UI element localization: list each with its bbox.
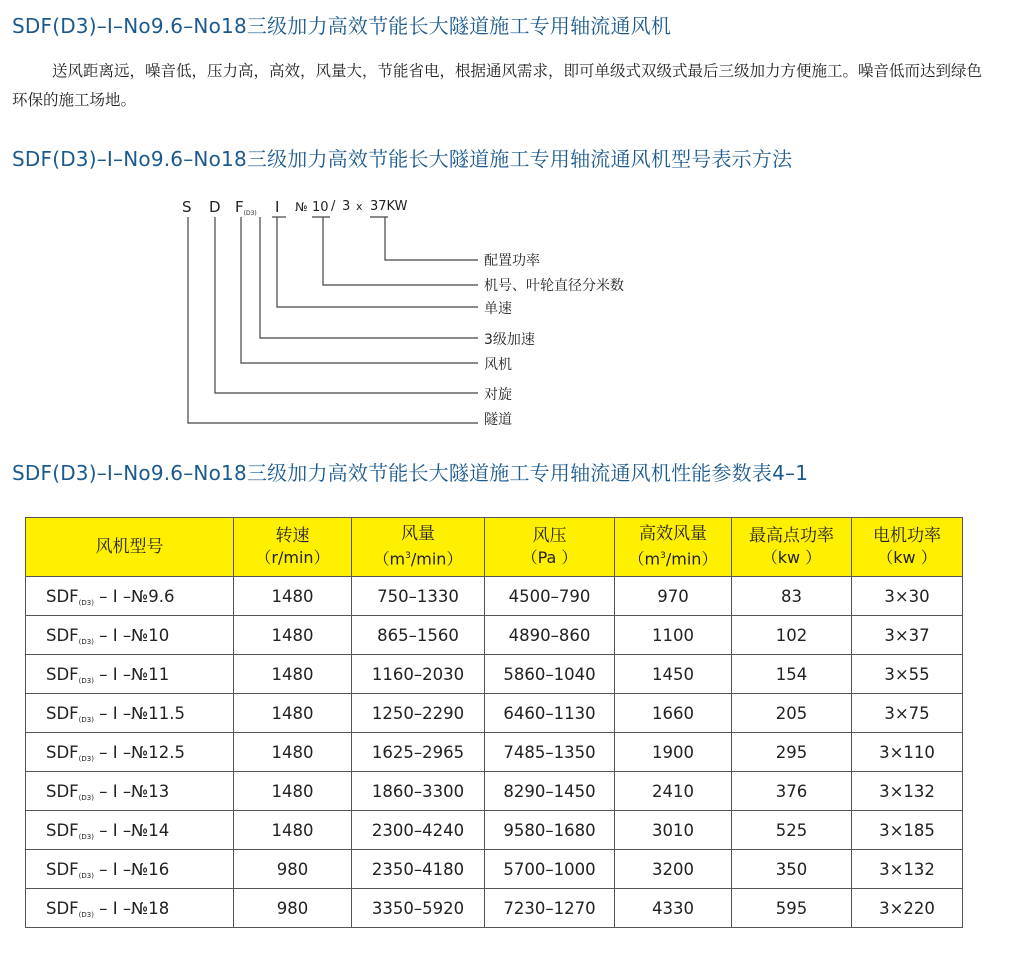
header-unit: （r/min） bbox=[255, 548, 330, 567]
table-row bbox=[26, 655, 963, 694]
line-power bbox=[385, 217, 478, 260]
code-no-sign: № bbox=[295, 200, 308, 214]
cell-eff-flow: 2410 bbox=[615, 772, 732, 811]
label-contra-rotating: 对旋 bbox=[484, 387, 512, 403]
cell-pressure: 9580–1680 bbox=[485, 811, 615, 850]
cell-pressure: 5700–1000 bbox=[485, 850, 615, 889]
cell-motor: 3×110 bbox=[852, 733, 963, 772]
cell-model bbox=[26, 577, 234, 616]
model-number: №11.5 bbox=[131, 703, 185, 723]
code-f bbox=[235, 198, 257, 216]
cell-eff-flow: 3200 bbox=[615, 850, 732, 889]
cell-motor: 3×55 bbox=[852, 655, 963, 694]
header-label: 风机型号 bbox=[95, 537, 164, 557]
cell-motor: 3×30 bbox=[852, 577, 963, 616]
cell-pressure: 5860–1040 bbox=[485, 655, 615, 694]
cell-peak-power: 350 bbox=[732, 850, 852, 889]
cell-flow: 750–1330 bbox=[352, 577, 485, 616]
model-sub: (D3) bbox=[78, 598, 94, 607]
cell-eff-flow: 3010 bbox=[615, 811, 732, 850]
model-number: №14 bbox=[131, 820, 170, 840]
unit-pre: （m bbox=[628, 549, 661, 569]
model-sub: (D3) bbox=[78, 754, 94, 763]
model-sub: (D3) bbox=[78, 832, 94, 841]
cell-peak-power: 525 bbox=[732, 811, 852, 850]
model-number: №10 bbox=[131, 625, 170, 645]
model-mid: – Ⅰ – bbox=[93, 703, 132, 723]
model-sub: (D3) bbox=[78, 871, 94, 880]
table-row bbox=[26, 616, 963, 655]
model-prefix: SDF bbox=[46, 703, 79, 723]
cell-pressure: 7485–1350 bbox=[485, 733, 615, 772]
cell-pressure: 6460–1130 bbox=[485, 694, 615, 733]
table-body bbox=[26, 577, 963, 928]
model-mid: – Ⅰ – bbox=[93, 664, 132, 684]
cell-peak-power: 102 bbox=[732, 616, 852, 655]
cell-eff-flow: 1100 bbox=[615, 616, 732, 655]
cell-flow: 1860–3300 bbox=[352, 772, 485, 811]
table-row bbox=[26, 811, 963, 850]
model-notation-title: SDF(D3)–I–No9.6–No18三级加力高效节能长大隧道施工专用轴流通风机型号表示方法 bbox=[12, 147, 793, 171]
cell-flow: 2300–4240 bbox=[352, 811, 485, 850]
line-contra bbox=[215, 217, 478, 393]
cell-motor: 3×37 bbox=[852, 616, 963, 655]
model-sub: (D3) bbox=[78, 793, 94, 802]
model-mid: – Ⅰ – bbox=[93, 859, 132, 879]
code-times: x bbox=[356, 200, 363, 213]
header-label: 风压 bbox=[532, 526, 567, 546]
code-number: 10 bbox=[312, 200, 329, 215]
cell-flow: 865–1560 bbox=[352, 616, 485, 655]
table-row bbox=[26, 850, 963, 889]
model-mid: – Ⅰ – bbox=[93, 820, 132, 840]
cell-motor: 3×75 bbox=[852, 694, 963, 733]
cell-model bbox=[26, 850, 234, 889]
table-header-row bbox=[26, 518, 963, 577]
header-pressure bbox=[485, 518, 615, 577]
label-machine-number: 机号、叶轮直径分米数 bbox=[484, 278, 624, 294]
code-stages: 3 bbox=[342, 199, 351, 214]
header-model bbox=[26, 518, 234, 577]
model-number: №13 bbox=[131, 781, 170, 801]
cell-flow: 1250–2290 bbox=[352, 694, 485, 733]
cell-pressure: 8290–1450 bbox=[485, 772, 615, 811]
model-prefix: SDF bbox=[46, 664, 79, 684]
label-single-speed: 单速 bbox=[484, 301, 512, 317]
label-tunnel: 隧道 bbox=[484, 412, 512, 428]
cell-speed: 1480 bbox=[234, 772, 352, 811]
cell-eff-flow: 4330 bbox=[615, 889, 732, 928]
cell-speed: 980 bbox=[234, 889, 352, 928]
model-notation-diagram bbox=[0, 195, 700, 435]
model-number: №12.5 bbox=[131, 742, 185, 762]
model-number: №16 bbox=[131, 859, 170, 879]
model-sub: (D3) bbox=[78, 715, 94, 724]
cell-speed: 980 bbox=[234, 850, 352, 889]
cell-pressure: 4500–790 bbox=[485, 577, 615, 616]
model-mid: – Ⅰ – bbox=[93, 625, 132, 645]
cell-eff-flow: 1660 bbox=[615, 694, 732, 733]
header-label: 风量 bbox=[401, 524, 435, 545]
cell-eff-flow: 1450 bbox=[615, 655, 732, 694]
cell-flow: 3350–5920 bbox=[352, 889, 485, 928]
cell-model bbox=[26, 733, 234, 772]
model-sub: (D3) bbox=[78, 676, 94, 685]
model-prefix: SDF bbox=[46, 781, 79, 801]
model-sub: (D3) bbox=[78, 637, 94, 646]
model-prefix: SDF bbox=[46, 820, 79, 840]
model-mid: – Ⅰ – bbox=[93, 781, 132, 801]
code-roman: I bbox=[275, 198, 280, 216]
header-flow bbox=[352, 518, 485, 577]
model-prefix: SDF bbox=[46, 742, 79, 762]
header-peak-power bbox=[732, 518, 852, 577]
cell-motor: 3×132 bbox=[852, 850, 963, 889]
cell-motor: 3×220 bbox=[852, 889, 963, 928]
label-fan: 风机 bbox=[484, 357, 512, 373]
cell-peak-power: 295 bbox=[732, 733, 852, 772]
cell-model bbox=[26, 655, 234, 694]
cell-motor: 3×185 bbox=[852, 811, 963, 850]
model-prefix: SDF bbox=[46, 859, 79, 879]
cell-peak-power: 83 bbox=[732, 577, 852, 616]
table-row bbox=[26, 577, 963, 616]
cell-speed: 1480 bbox=[234, 733, 352, 772]
model-mid: – Ⅰ – bbox=[93, 742, 132, 762]
cell-model bbox=[26, 772, 234, 811]
model-mid: – Ⅰ – bbox=[93, 898, 132, 918]
header-label: 电机功率 bbox=[873, 526, 941, 546]
cell-speed: 1480 bbox=[234, 694, 352, 733]
header-speed bbox=[234, 518, 352, 577]
cell-eff-flow: 1900 bbox=[615, 733, 732, 772]
cell-speed: 1480 bbox=[234, 577, 352, 616]
code-f-sub: (D3) bbox=[243, 210, 257, 217]
code-power: 37KW bbox=[370, 199, 408, 214]
cell-model bbox=[26, 889, 234, 928]
header-efficient-flow bbox=[615, 518, 732, 577]
unit-post: /min） bbox=[665, 549, 718, 569]
model-number: №18 bbox=[131, 898, 170, 918]
model-number: №9.6 bbox=[131, 586, 175, 606]
cell-pressure: 7230–1270 bbox=[485, 889, 615, 928]
code-s: S bbox=[182, 198, 192, 216]
performance-table-title: SDF(D3)–I–No9.6–No18三级加力高效节能长大隧道施工专用轴流通风机性能参数表4–1 bbox=[12, 461, 809, 485]
cell-motor: 3×132 bbox=[852, 772, 963, 811]
table-row bbox=[26, 889, 963, 928]
model-number: №11 bbox=[131, 664, 170, 684]
header-unit bbox=[352, 545, 484, 570]
header-unit: （Pa ） bbox=[521, 548, 578, 567]
table-row bbox=[26, 733, 963, 772]
page-title: SDF(D3)–I–No9.6–No18三级加力高效节能长大隧道施工专用轴流通风机 bbox=[12, 14, 672, 38]
cell-model bbox=[26, 616, 234, 655]
cell-flow: 2350–4180 bbox=[352, 850, 485, 889]
cell-peak-power: 154 bbox=[732, 655, 852, 694]
cell-speed: 1480 bbox=[234, 655, 352, 694]
diagram-connector-lines bbox=[0, 195, 700, 435]
header-motor-power bbox=[852, 518, 963, 577]
cell-flow: 1160–2030 bbox=[352, 655, 485, 694]
label-three-stage: 3级加速 bbox=[484, 332, 535, 348]
cell-peak-power: 205 bbox=[732, 694, 852, 733]
cell-speed: 1480 bbox=[234, 616, 352, 655]
line-roman bbox=[277, 217, 478, 307]
model-sub: (D3) bbox=[78, 910, 94, 919]
cell-peak-power: 376 bbox=[732, 772, 852, 811]
header-unit bbox=[615, 545, 731, 570]
model-prefix: SDF bbox=[46, 586, 79, 606]
header-unit: （kw ） bbox=[877, 548, 937, 567]
code-d: D bbox=[209, 198, 221, 216]
model-prefix: SDF bbox=[46, 625, 79, 645]
line-stage bbox=[260, 217, 478, 338]
cell-model bbox=[26, 694, 234, 733]
cell-model bbox=[26, 811, 234, 850]
cell-eff-flow: 970 bbox=[615, 577, 732, 616]
header-label: 高效风量 bbox=[639, 524, 707, 545]
header-unit: （kw ） bbox=[761, 548, 822, 567]
model-mid: – Ⅰ – bbox=[93, 586, 132, 606]
code-f-letter: F bbox=[235, 198, 244, 216]
table-row bbox=[26, 772, 963, 811]
cell-pressure: 4890–860 bbox=[485, 616, 615, 655]
unit-pre: （m bbox=[373, 549, 406, 569]
table-row bbox=[26, 694, 963, 733]
cell-speed: 1480 bbox=[234, 811, 352, 850]
label-power: 配置功率 bbox=[484, 253, 540, 269]
performance-table bbox=[25, 517, 963, 928]
cell-flow: 1625–2965 bbox=[352, 733, 485, 772]
unit-sup: 3 bbox=[405, 551, 411, 562]
code-slash: / bbox=[331, 199, 336, 214]
cell-peak-power: 595 bbox=[732, 889, 852, 928]
line-tunnel bbox=[188, 217, 478, 423]
intro-paragraph: 送风距离远，噪音低，压力高，高效，风量大，节能省电，根据通风需求，即可单级式双级式最后三级加力方便施工。噪音低而达到绿色环保的施工场地。 bbox=[12, 62, 983, 109]
header-label: 最高点功率 bbox=[749, 526, 834, 546]
unit-sup: 3 bbox=[660, 551, 666, 562]
model-prefix: SDF bbox=[46, 898, 79, 918]
unit-post: /min） bbox=[410, 549, 463, 569]
header-label: 转速 bbox=[275, 526, 310, 546]
line-num bbox=[323, 217, 478, 285]
